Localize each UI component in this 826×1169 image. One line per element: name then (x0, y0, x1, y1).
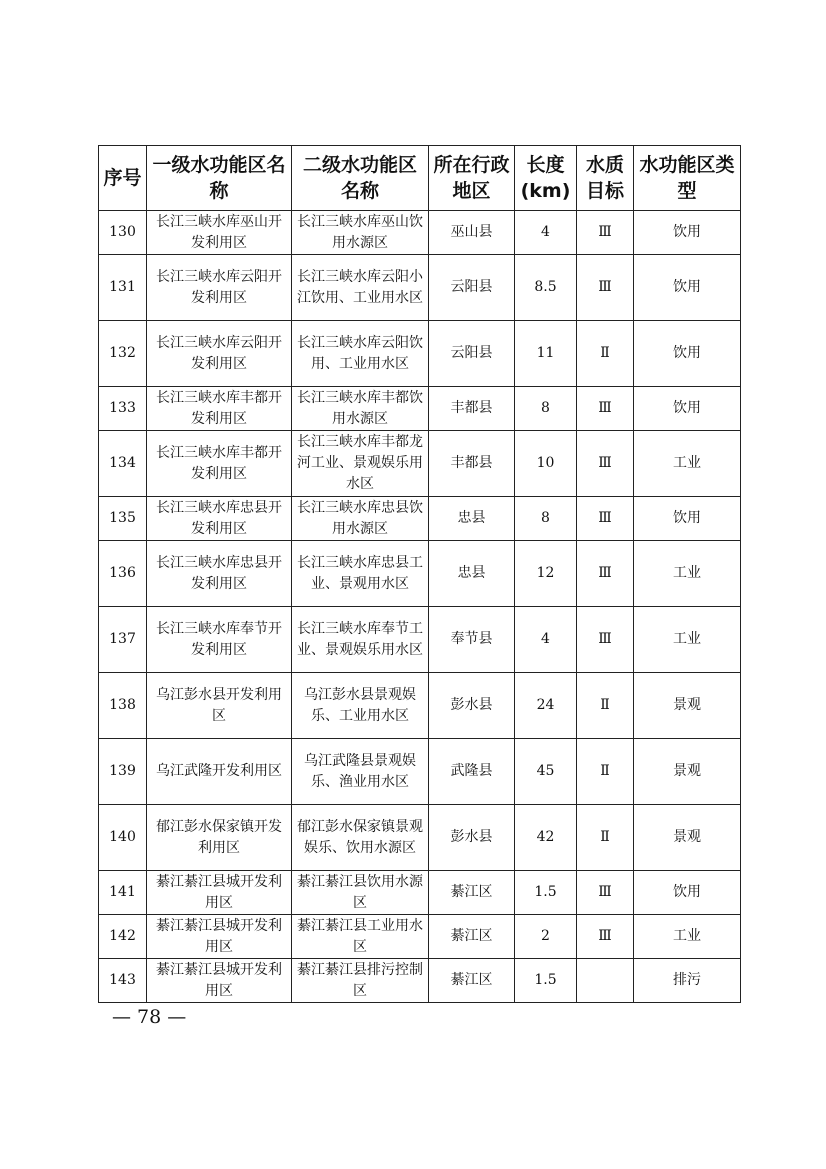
table-row (99, 673, 741, 739)
header-level2-zone: 二级水功能区名称 (292, 146, 429, 211)
cell-quality: Ⅲ (577, 211, 634, 255)
cell-quality: Ⅱ (577, 673, 634, 739)
cell-level1: 长江三峡水库巫山开发利用区 (147, 211, 292, 255)
cell-admin: 武隆县 (429, 739, 515, 805)
cell-length: 24 (515, 673, 577, 739)
cell-seq: 140 (99, 805, 147, 871)
page-number: — 78 — (112, 1006, 187, 1028)
cell-level1: 郁江彭水保家镇开发利用区 (147, 805, 292, 871)
cell-length: 45 (515, 739, 577, 805)
header-quality-target: 水质目标 (577, 146, 634, 211)
cell-level2: 长江三峡水库奉节工业、景观娱乐用水区 (292, 607, 429, 673)
cell-level2: 郁江彭水保家镇景观娱乐、饮用水源区 (292, 805, 429, 871)
table-row (99, 431, 741, 497)
cell-seq: 137 (99, 607, 147, 673)
cell-length: 10 (515, 431, 577, 497)
cell-level2: 乌江彭水县景观娱乐、工业用水区 (292, 673, 429, 739)
cell-length: 4 (515, 211, 577, 255)
cell-level2: 长江三峡水库忠县工业、景观用水区 (292, 541, 429, 607)
cell-level1: 乌江武隆开发利用区 (147, 739, 292, 805)
cell-admin: 綦江区 (429, 959, 515, 1003)
cell-admin: 忠县 (429, 541, 515, 607)
cell-quality: Ⅲ (577, 607, 634, 673)
cell-admin: 忠县 (429, 497, 515, 541)
cell-length: 1.5 (515, 871, 577, 915)
cell-quality: Ⅱ (577, 739, 634, 805)
water-function-zone-table (98, 145, 741, 1003)
cell-admin: 彭水县 (429, 673, 515, 739)
cell-seq: 135 (99, 497, 147, 541)
cell-admin: 綦江区 (429, 871, 515, 915)
cell-type: 饮用 (634, 871, 741, 915)
cell-admin: 云阳县 (429, 255, 515, 321)
cell-level1: 乌江彭水县开发利用区 (147, 673, 292, 739)
header-length: 长度(km) (515, 146, 577, 211)
cell-quality: Ⅲ (577, 431, 634, 497)
cell-seq: 143 (99, 959, 147, 1003)
cell-quality (577, 959, 634, 1003)
cell-level2: 乌江武隆县景观娱乐、渔业用水区 (292, 739, 429, 805)
cell-length: 4 (515, 607, 577, 673)
table-row (99, 211, 741, 255)
cell-quality: Ⅲ (577, 255, 634, 321)
cell-admin: 綦江区 (429, 915, 515, 959)
cell-admin: 巫山县 (429, 211, 515, 255)
table-row (99, 387, 741, 431)
cell-level2: 长江三峡水库云阳小江饮用、工业用水区 (292, 255, 429, 321)
cell-level2: 綦江綦江县排污控制区 (292, 959, 429, 1003)
cell-type: 景观 (634, 805, 741, 871)
cell-seq: 139 (99, 739, 147, 805)
cell-type: 工业 (634, 915, 741, 959)
cell-seq: 134 (99, 431, 147, 497)
cell-level1: 长江三峡水库云阳开发利用区 (147, 321, 292, 387)
table-body (99, 211, 741, 1003)
cell-type: 饮用 (634, 255, 741, 321)
header-admin-region: 所在行政地区 (429, 146, 515, 211)
cell-type: 饮用 (634, 497, 741, 541)
cell-level2: 长江三峡水库忠县饮用水源区 (292, 497, 429, 541)
cell-level1: 长江三峡水库丰都开发利用区 (147, 387, 292, 431)
header-zone-type: 水功能区类型 (634, 146, 741, 211)
cell-length: 42 (515, 805, 577, 871)
table-row (99, 255, 741, 321)
cell-level2: 长江三峡水库丰都饮用水源区 (292, 387, 429, 431)
table-row (99, 871, 741, 915)
cell-seq: 133 (99, 387, 147, 431)
table-row (99, 321, 741, 387)
cell-level1: 长江三峡水库忠县开发利用区 (147, 497, 292, 541)
cell-level2: 长江三峡水库丰都龙河工业、景观娱乐用水区 (292, 431, 429, 497)
cell-type: 排污 (634, 959, 741, 1003)
cell-length: 11 (515, 321, 577, 387)
table-row (99, 805, 741, 871)
cell-type: 工业 (634, 431, 741, 497)
cell-admin: 丰都县 (429, 387, 515, 431)
cell-length: 12 (515, 541, 577, 607)
table-row (99, 739, 741, 805)
cell-seq: 141 (99, 871, 147, 915)
cell-admin: 彭水县 (429, 805, 515, 871)
cell-level1: 长江三峡水库丰都开发利用区 (147, 431, 292, 497)
cell-level1: 綦江綦江县城开发利用区 (147, 871, 292, 915)
cell-quality: Ⅲ (577, 541, 634, 607)
cell-seq: 142 (99, 915, 147, 959)
cell-length: 2 (515, 915, 577, 959)
table-row (99, 915, 741, 959)
cell-seq: 132 (99, 321, 147, 387)
header-seq: 序号 (99, 146, 147, 211)
cell-quality: Ⅱ (577, 805, 634, 871)
cell-admin: 奉节县 (429, 607, 515, 673)
cell-length: 8 (515, 497, 577, 541)
cell-level1: 长江三峡水库云阳开发利用区 (147, 255, 292, 321)
cell-seq: 136 (99, 541, 147, 607)
cell-seq: 131 (99, 255, 147, 321)
cell-level2: 綦江綦江县饮用水源区 (292, 871, 429, 915)
cell-type: 工业 (634, 607, 741, 673)
cell-level2: 綦江綦江县工业用水区 (292, 915, 429, 959)
cell-quality: Ⅲ (577, 387, 634, 431)
table-header (99, 146, 741, 211)
table-row (99, 541, 741, 607)
cell-quality: Ⅲ (577, 915, 634, 959)
cell-type: 饮用 (634, 387, 741, 431)
cell-quality: Ⅱ (577, 321, 634, 387)
cell-seq: 138 (99, 673, 147, 739)
cell-quality: Ⅲ (577, 871, 634, 915)
cell-admin: 丰都县 (429, 431, 515, 497)
header-row (99, 146, 741, 211)
table-row (99, 959, 741, 1003)
cell-level1: 长江三峡水库奉节开发利用区 (147, 607, 292, 673)
cell-length: 8 (515, 387, 577, 431)
cell-length: 8.5 (515, 255, 577, 321)
cell-type: 景观 (634, 739, 741, 805)
cell-level1: 长江三峡水库忠县开发利用区 (147, 541, 292, 607)
cell-type: 饮用 (634, 211, 741, 255)
cell-type: 工业 (634, 541, 741, 607)
cell-level1: 綦江綦江县城开发利用区 (147, 915, 292, 959)
table-row (99, 497, 741, 541)
cell-admin: 云阳县 (429, 321, 515, 387)
header-level1-zone: 一级水功能区名称 (147, 146, 292, 211)
table-row (99, 607, 741, 673)
cell-type: 景观 (634, 673, 741, 739)
cell-level1: 綦江綦江县城开发利用区 (147, 959, 292, 1003)
cell-quality: Ⅲ (577, 497, 634, 541)
cell-level2: 长江三峡水库云阳饮用、工业用水区 (292, 321, 429, 387)
cell-seq: 130 (99, 211, 147, 255)
cell-type: 饮用 (634, 321, 741, 387)
cell-level2: 长江三峡水库巫山饮用水源区 (292, 211, 429, 255)
cell-length: 1.5 (515, 959, 577, 1003)
